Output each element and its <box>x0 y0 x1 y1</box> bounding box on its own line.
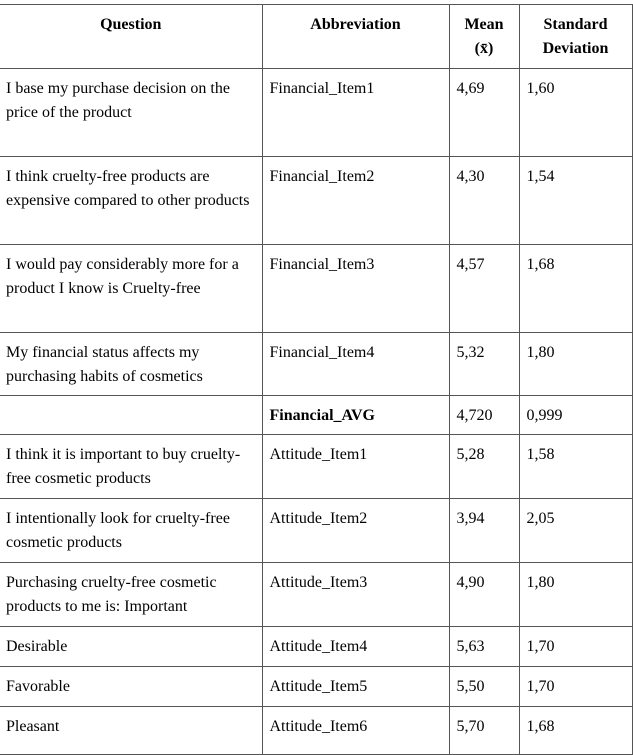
abbreviation-cell: Financial_Item4 <box>262 333 449 396</box>
abbreviation-cell: Attitude_Item6 <box>262 707 449 755</box>
header-sd-line1: Standard <box>543 16 608 33</box>
table-header <box>0 5 632 69</box>
header-question: Question <box>0 5 262 69</box>
question-cell: I would pay considerably more for a product I know is Cruelty-free <box>0 245 262 333</box>
question-cell: Pleasant <box>0 707 262 755</box>
mean-cell: 4,90 <box>449 563 519 627</box>
table-row <box>0 627 632 667</box>
average-row <box>0 396 632 435</box>
header-row <box>0 5 632 69</box>
mean-cell: 5,32 <box>449 333 519 396</box>
table-row <box>0 707 632 755</box>
question-cell: My financial status affects my purchasing habits of cosmetics <box>0 333 262 396</box>
average-abbreviation-cell: Financial_AVG <box>262 396 449 435</box>
mean-cell: 4,69 <box>449 69 519 157</box>
question-cell: I intentionally look for cruelty-free cosmetic products <box>0 499 262 563</box>
table-row <box>0 69 632 157</box>
header-mean-label: Mean <box>464 16 504 33</box>
statistics-table <box>0 4 633 755</box>
abbreviation-cell: Attitude_Item4 <box>262 627 449 667</box>
mean-cell: 5,50 <box>449 667 519 707</box>
sd-cell: 1,80 <box>519 563 632 627</box>
question-cell: I base my purchase decision on the price of the product <box>0 69 262 157</box>
question-cell: I think cruelty-free products are expensive compared to other products <box>0 157 262 245</box>
sd-cell: 1,60 <box>519 69 632 157</box>
abbreviation-cell: Financial_Item2 <box>262 157 449 245</box>
mean-cell: 4,720 <box>449 396 519 435</box>
mean-cell: 5,28 <box>449 435 519 499</box>
sd-cell: 1,70 <box>519 667 632 707</box>
abbreviation-cell: Attitude_Item2 <box>262 499 449 563</box>
question-cell: Desirable <box>0 627 262 667</box>
table-row <box>0 667 632 707</box>
sd-cell: 1,54 <box>519 157 632 245</box>
abbreviation-cell: Attitude_Item5 <box>262 667 449 707</box>
question-cell: Purchasing cruelty-free cosmetic products to me is: Important <box>0 563 262 627</box>
header-abbreviation: Abbreviation <box>262 5 449 69</box>
header-sd-line2: Deviation <box>542 40 609 57</box>
abbreviation-cell: Attitude_Item1 <box>262 435 449 499</box>
header-mean <box>449 5 519 69</box>
abbreviation-cell: Financial_Item1 <box>262 69 449 157</box>
sd-cell: 1,80 <box>519 333 632 396</box>
table-row <box>0 435 632 499</box>
table-row <box>0 333 632 396</box>
header-standard-deviation <box>519 5 632 69</box>
header-mean-symbol: (x̄) <box>474 40 494 57</box>
table-row <box>0 245 632 333</box>
question-cell: Favorable <box>0 667 262 707</box>
sd-cell: 2,05 <box>519 499 632 563</box>
mean-cell: 4,57 <box>449 245 519 333</box>
sd-cell: 1,68 <box>519 245 632 333</box>
abbreviation-cell: Attitude_Item3 <box>262 563 449 627</box>
question-cell: I think it is important to buy cruelty-free cosmetic products <box>0 435 262 499</box>
mean-cell: 5,63 <box>449 627 519 667</box>
table-row <box>0 499 632 563</box>
abbreviation-cell: Financial_Item3 <box>262 245 449 333</box>
mean-cell: 4,30 <box>449 157 519 245</box>
sd-cell: 1,70 <box>519 627 632 667</box>
table-row <box>0 157 632 245</box>
mean-cell: 3,94 <box>449 499 519 563</box>
table-row <box>0 563 632 627</box>
mean-cell: 5,70 <box>449 707 519 755</box>
table-body <box>0 69 632 755</box>
question-cell-empty <box>0 396 262 435</box>
sd-cell: 1,68 <box>519 707 632 755</box>
sd-cell: 1,58 <box>519 435 632 499</box>
sd-cell: 0,999 <box>519 396 632 435</box>
